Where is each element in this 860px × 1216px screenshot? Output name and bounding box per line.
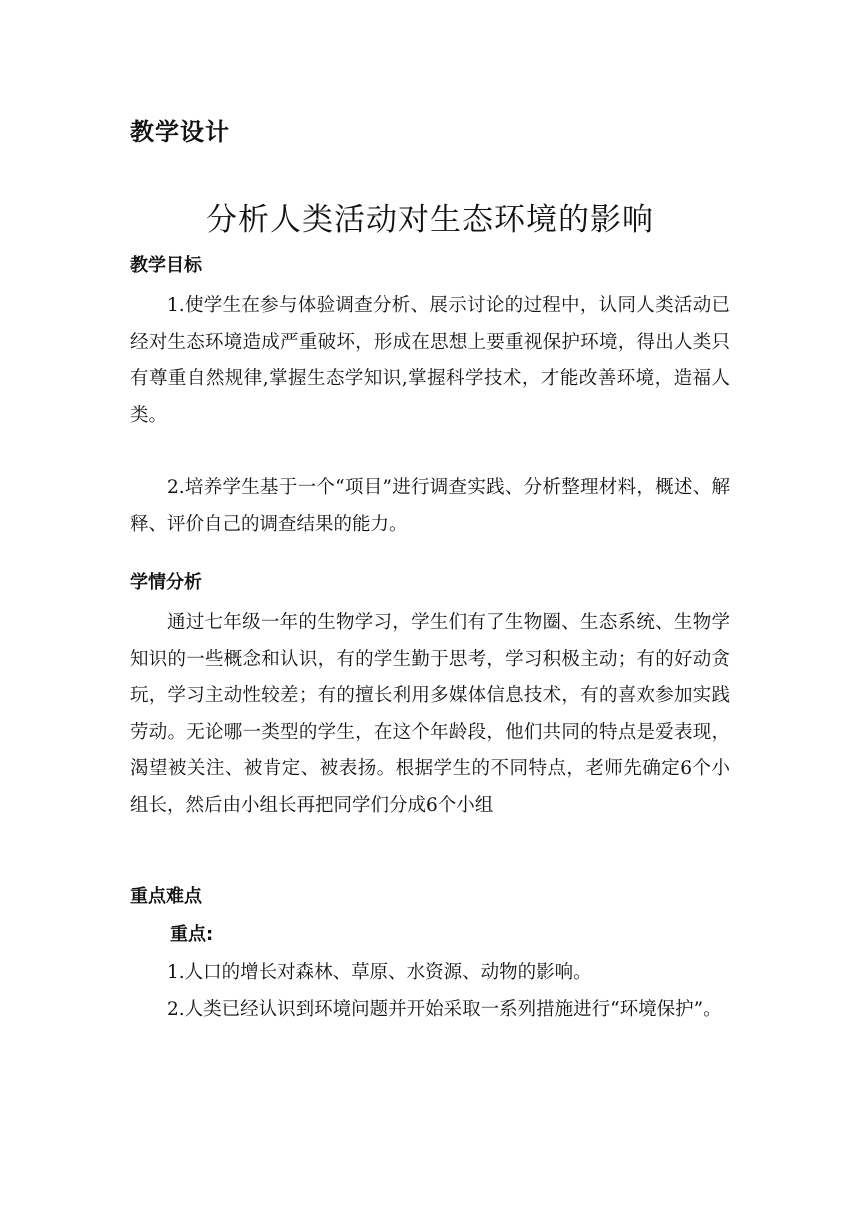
key-point-item-1: 1.人口的增长对森林、草原、水资源、动物的影响。 — [167, 962, 592, 983]
section-heading-key-points: 重点难点 — [130, 886, 202, 907]
section-heading-analysis: 学情分析 — [130, 572, 202, 593]
key-points-subheading: 重点: — [170, 924, 214, 945]
objective-paragraph-1: 1.使学生在参与体验调查分析、展示讨论的过程中，认同人类活动已经对生态环境造成严重破坏，形成在思想上要重视保护环境，得出人类只有尊重自然规律,掌握生态学知识,掌握科学技术，才能改善环境，造福人类。 — [130, 295, 730, 426]
document-heading: 教学设计 — [130, 118, 230, 146]
section-heading-objectives: 教学目标 — [130, 255, 202, 276]
key-point-item-2: 2.人类已经认识到环境问题并开始采取一系列措施进行“环境保护”。 — [167, 999, 722, 1020]
objective-paragraph-2: 2.培养学生基于一个“项目”进行调查实践、分析整理材料，概述、解释、评价自己的调查结果的能力。 — [130, 477, 730, 535]
document-title: 分析人类活动对生态环境的影响 — [206, 202, 654, 238]
analysis-paragraph: 通过七年级一年的生物学习，学生们有了生物圈、生态系统、生物学知识的一些概念和认识，有的学生勤于思考，学习积极主动；有的好动贪玩，学习主动性较差；有的擅长利用多媒体信息技术，有的喜欢参加实践劳动。无论哪一类型的学生，在这个年龄段，他们共同的特点是爱表现，渴望被关注、被肯定、被表扬。根据学生的不同特点，老师先确定6个小组长，然后由小组长再把同学们分成6个小组 — [130, 612, 730, 816]
